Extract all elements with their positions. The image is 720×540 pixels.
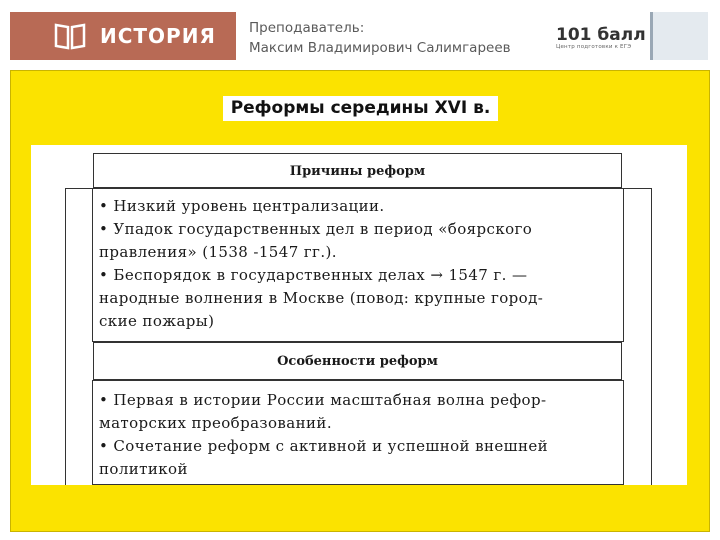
text-line: • Сочетание реформ с активной и успешной внешней (99, 437, 549, 455)
header-decoration (650, 12, 708, 60)
text-line: маторских преобразований. (99, 414, 332, 432)
brand-name: 101 балл (556, 25, 646, 45)
text-line: политикой (99, 460, 188, 478)
teacher-name: Максим Владимирович Салимгареев (249, 40, 511, 56)
causes-body (92, 188, 624, 342)
teacher-label: Преподаватель: (249, 20, 365, 36)
text-line: ские пожары) (99, 312, 215, 330)
scanned-table (31, 145, 687, 485)
table-border (651, 188, 652, 485)
teacher-info (249, 18, 511, 58)
text-line: народные волнения в Москве (повод: крупные город- (99, 289, 544, 307)
brand (556, 26, 646, 51)
logo-text: ИСТОРИЯ (100, 24, 216, 48)
table-border (65, 188, 66, 485)
brand-subtitle: Центр подготовки к ЕГЭ (556, 44, 632, 50)
slide-title: Реформы середины XVI в. (223, 96, 498, 121)
text-line: правления» (1538 -1547 гг.). (99, 243, 337, 261)
open-book-icon (54, 22, 86, 50)
logo (10, 12, 236, 60)
table-border (623, 188, 652, 189)
text-line: • Низкий уровень централизации. (99, 197, 385, 215)
causes-heading: Причины реформ (93, 153, 622, 188)
text-line: • Упадок государственных дел в период «боярского (99, 220, 533, 238)
table-border (65, 188, 93, 189)
features-heading: Особенности реформ (93, 342, 622, 380)
text-line: • Первая в истории России масштабная волна рефор- (99, 391, 547, 409)
text-line: • Беспорядок в государственных делах → 1547 г. — (99, 266, 528, 284)
features-body (92, 380, 624, 485)
